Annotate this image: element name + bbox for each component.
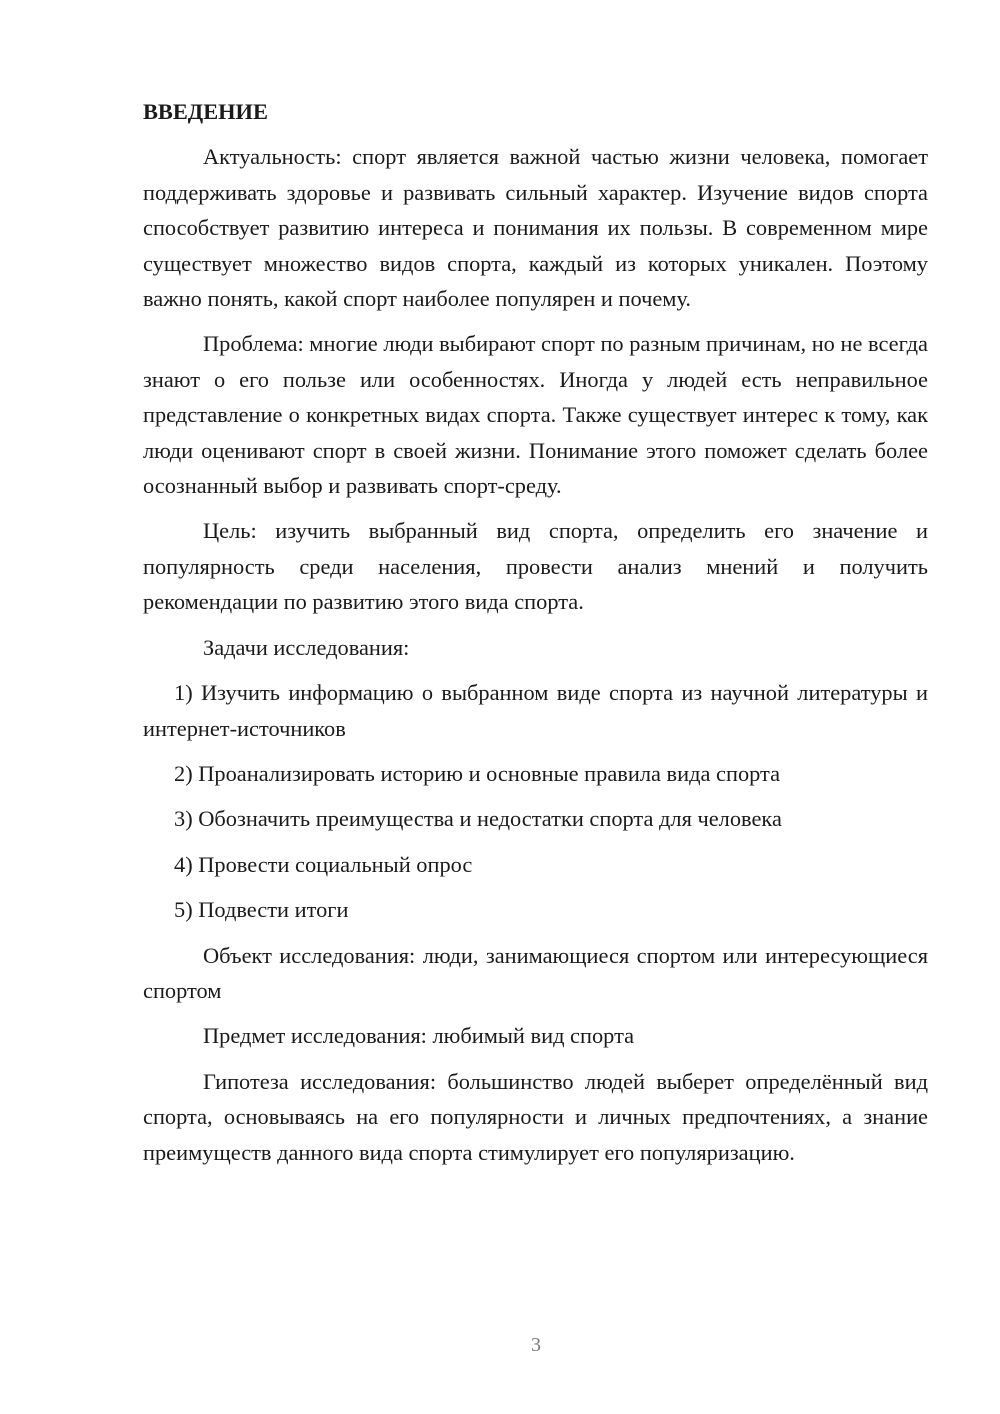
task-item: 2) Проанализировать историю и основные правила вида спорта — [174, 760, 781, 786]
task-item: 4) Провести социальный опрос — [174, 851, 473, 877]
task-item: 3) Обозначить преимущества и недостатки спорта для человека — [174, 806, 782, 832]
paragraph-hypothesis: Гипотеза исследования: большинство людей выберет определённый вид спорта, основываясь на его популярности и личных предпочтениях, а знание преимуществ данного вида спорта стимулирует его популяризацию. — [143, 1068, 928, 1165]
paragraph-goal: Цель: изучить выбранный вид спорта, определить его значение и популярность среди населения, провести анализ мнений и получить рекомендации по развитию этого вида спорта. — [143, 518, 928, 615]
paragraph-object: Объект исследования: люди, занимающиеся спортом или интересующиеся спортом — [143, 942, 928, 1003]
paragraph-problem: Проблема: многие люди выбирают спорт по разным причинам, но не всегда знают о его пользе или особенностях. Иногда у людей есть неправильное представление о конкретных видах спорта. Также существует интерес к тому, как люди оценивают спорт в своей жизни. Понимание этого поможет сделать более осознанный выбор и развивать спорт-среду. — [143, 331, 928, 499]
task-item: 1) Изучить информацию о выбранном виде спорта из научной литературы и интернет-источников — [143, 680, 928, 741]
page-number: 3 — [531, 1334, 541, 1356]
page-title: ВВЕДЕНИЕ — [143, 99, 268, 124]
task-item: 5) Подвести итоги — [174, 897, 349, 923]
page-body — [143, 94, 928, 1170]
paragraph-subject: Предмет исследования: любимый вид спорта — [203, 1023, 635, 1049]
paragraph-relevance: Актуальность: спорт является важной частью жизни человека, помогает поддерживать здоровье и развивать сильный характер. Изучение видов спорта способствует развитию интереса и понимания их пользы. В современном мире существует множество видов спорта, каждый из которых уникален. Поэтому важно понять, какой спорт наиболее популярен и почему. — [143, 144, 928, 312]
tasks-heading: Задачи исследования: — [203, 634, 410, 660]
